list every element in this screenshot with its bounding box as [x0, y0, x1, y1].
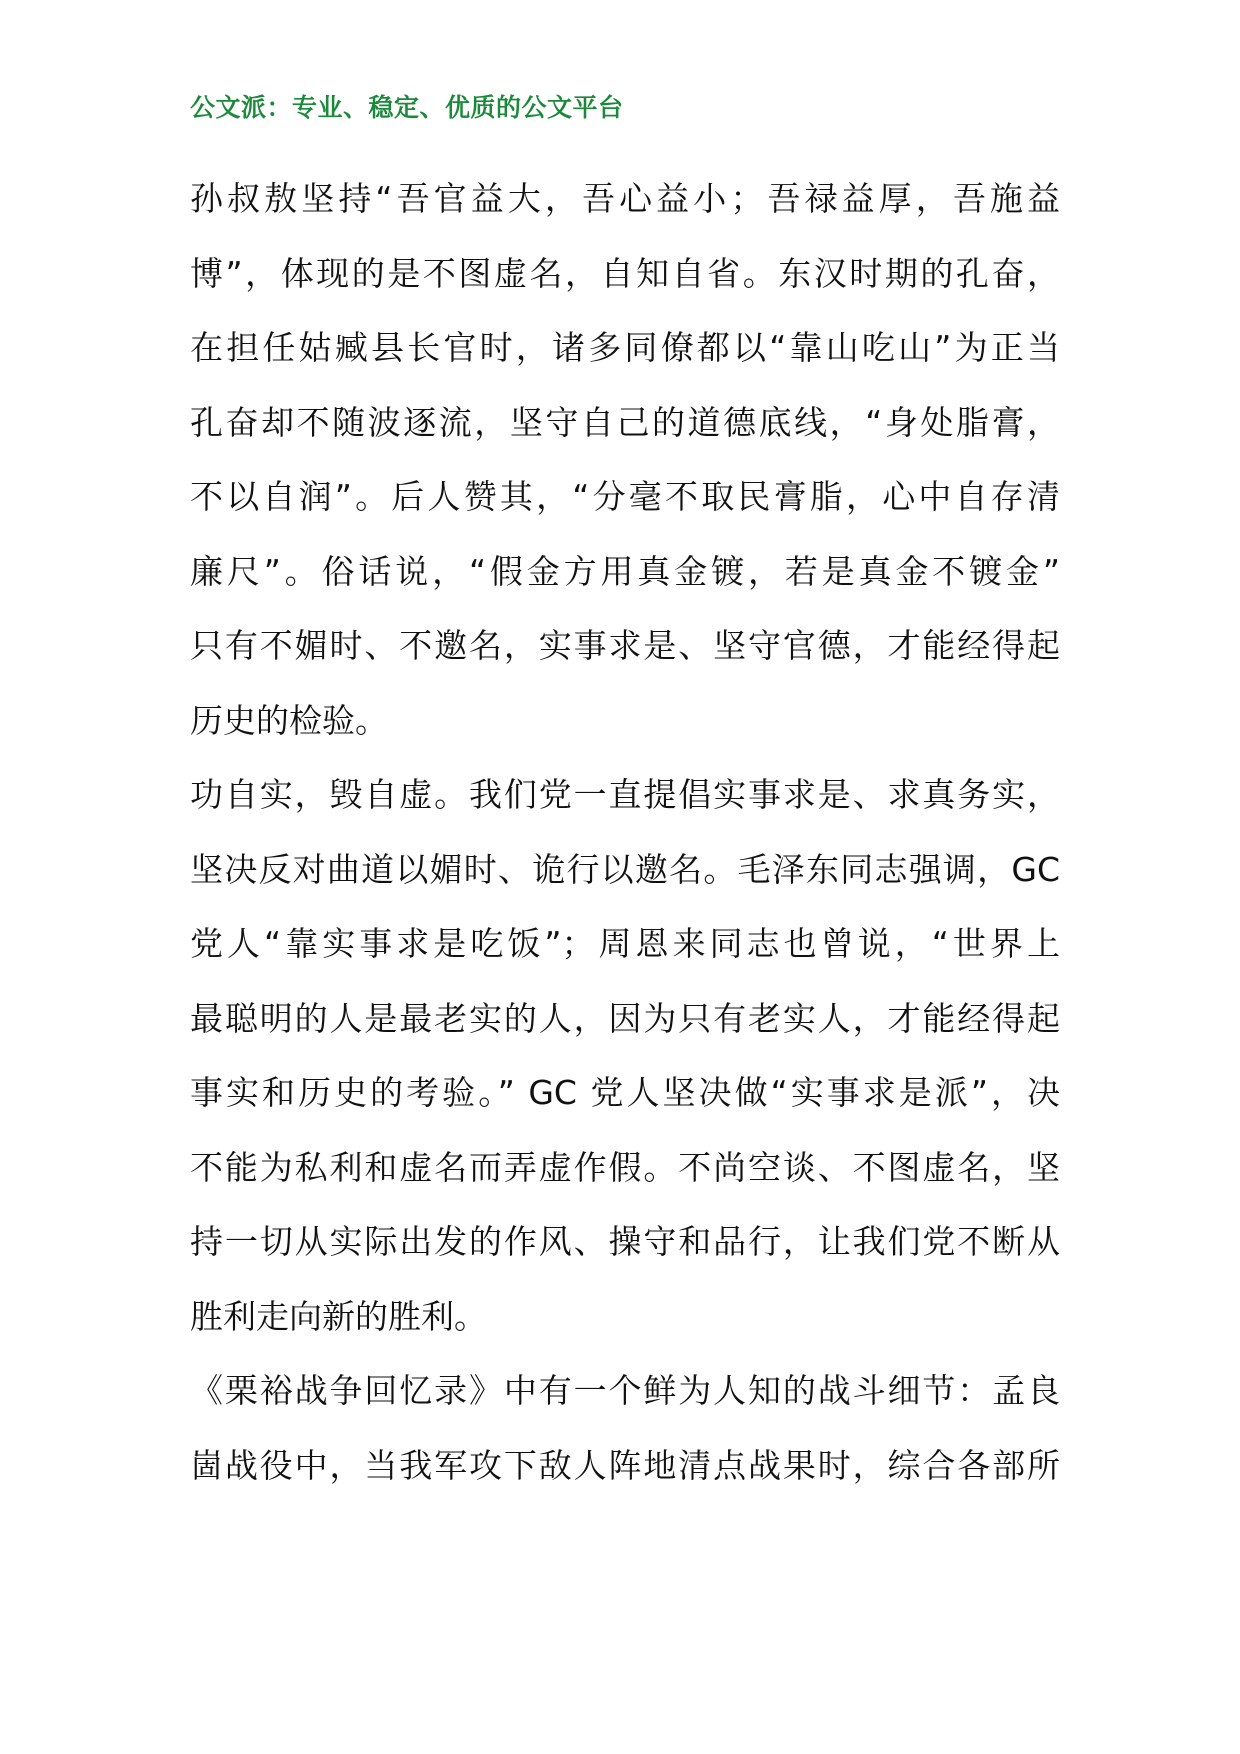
paragraph-line: 只有不媚时、不邀名，实事求是、坚守官德，才能经得起 — [190, 626, 1060, 665]
paragraph-line: 事实和历史的考验。” GC 党人坚决做“实事求是派”，决 — [190, 1073, 1060, 1112]
paragraph-line: 不以自润”。后人赞其，“分毫不取民膏脂，心中自存清 — [190, 477, 1060, 516]
paragraph-line: 廉尺”。俗话说，“假金方用真金镀，若是真金不镀金” — [190, 551, 1060, 591]
paragraph-line: 在担任姑臧县长官时，诸多同僚都以“靠山吃山”为正当 — [190, 328, 1060, 367]
paragraph-line: 不能为私利和虚名而弄虚作假。不尚空谈、不图虚名，坚 — [190, 1147, 1060, 1187]
paragraph-line: 孔奋却不随波逐流，坚守自己的道德底线，“身处脂膏， — [190, 402, 1060, 442]
page-header: 公文派：专业、稳定、优质的公文平台 — [190, 93, 624, 122]
paragraph-line: 坚决反对曲道以媚时、诡行以邀名。毛泽东同志强调，GC — [190, 849, 1060, 889]
paragraph-line: 功自实，毁自虚。我们党一直提倡实事求是、求真务实， — [190, 775, 1060, 814]
paragraph-line: 孙叔敖坚持“吾官益大，吾心益小；吾禄益厚，吾施益 — [190, 179, 1060, 218]
paragraph-line: 胜利走向新的胜利。 — [190, 1296, 487, 1336]
paragraph-1 — [190, 162, 1060, 758]
paragraph-2 — [190, 758, 1060, 1354]
paragraph-line: 博”，体现的是不图虚名，自知自省。东汉时期的孔奋， — [190, 253, 1060, 293]
paragraph-line: 最聪明的人是最老实的人，因为只有老实人，才能经得起 — [190, 998, 1060, 1038]
paragraph-line: 党人“靠实事求是吃饭”；周恩来同志也曾说，“世界上 — [190, 924, 1060, 963]
paragraph-3 — [190, 1354, 1060, 1503]
paragraph-line: 崮战役中，当我军攻下敌人阵地清点战果时，综合各部所 — [190, 1445, 1060, 1485]
paragraph-line: 持一切从实际出发的作风、操守和品行，让我们党不断从 — [190, 1222, 1060, 1261]
document-body — [190, 162, 1060, 1503]
paragraph-line: 《栗裕战争回忆录》中有一个鲜为人知的战斗细节：孟良 — [190, 1371, 1060, 1410]
paragraph-line: 历史的检验。 — [190, 700, 388, 740]
